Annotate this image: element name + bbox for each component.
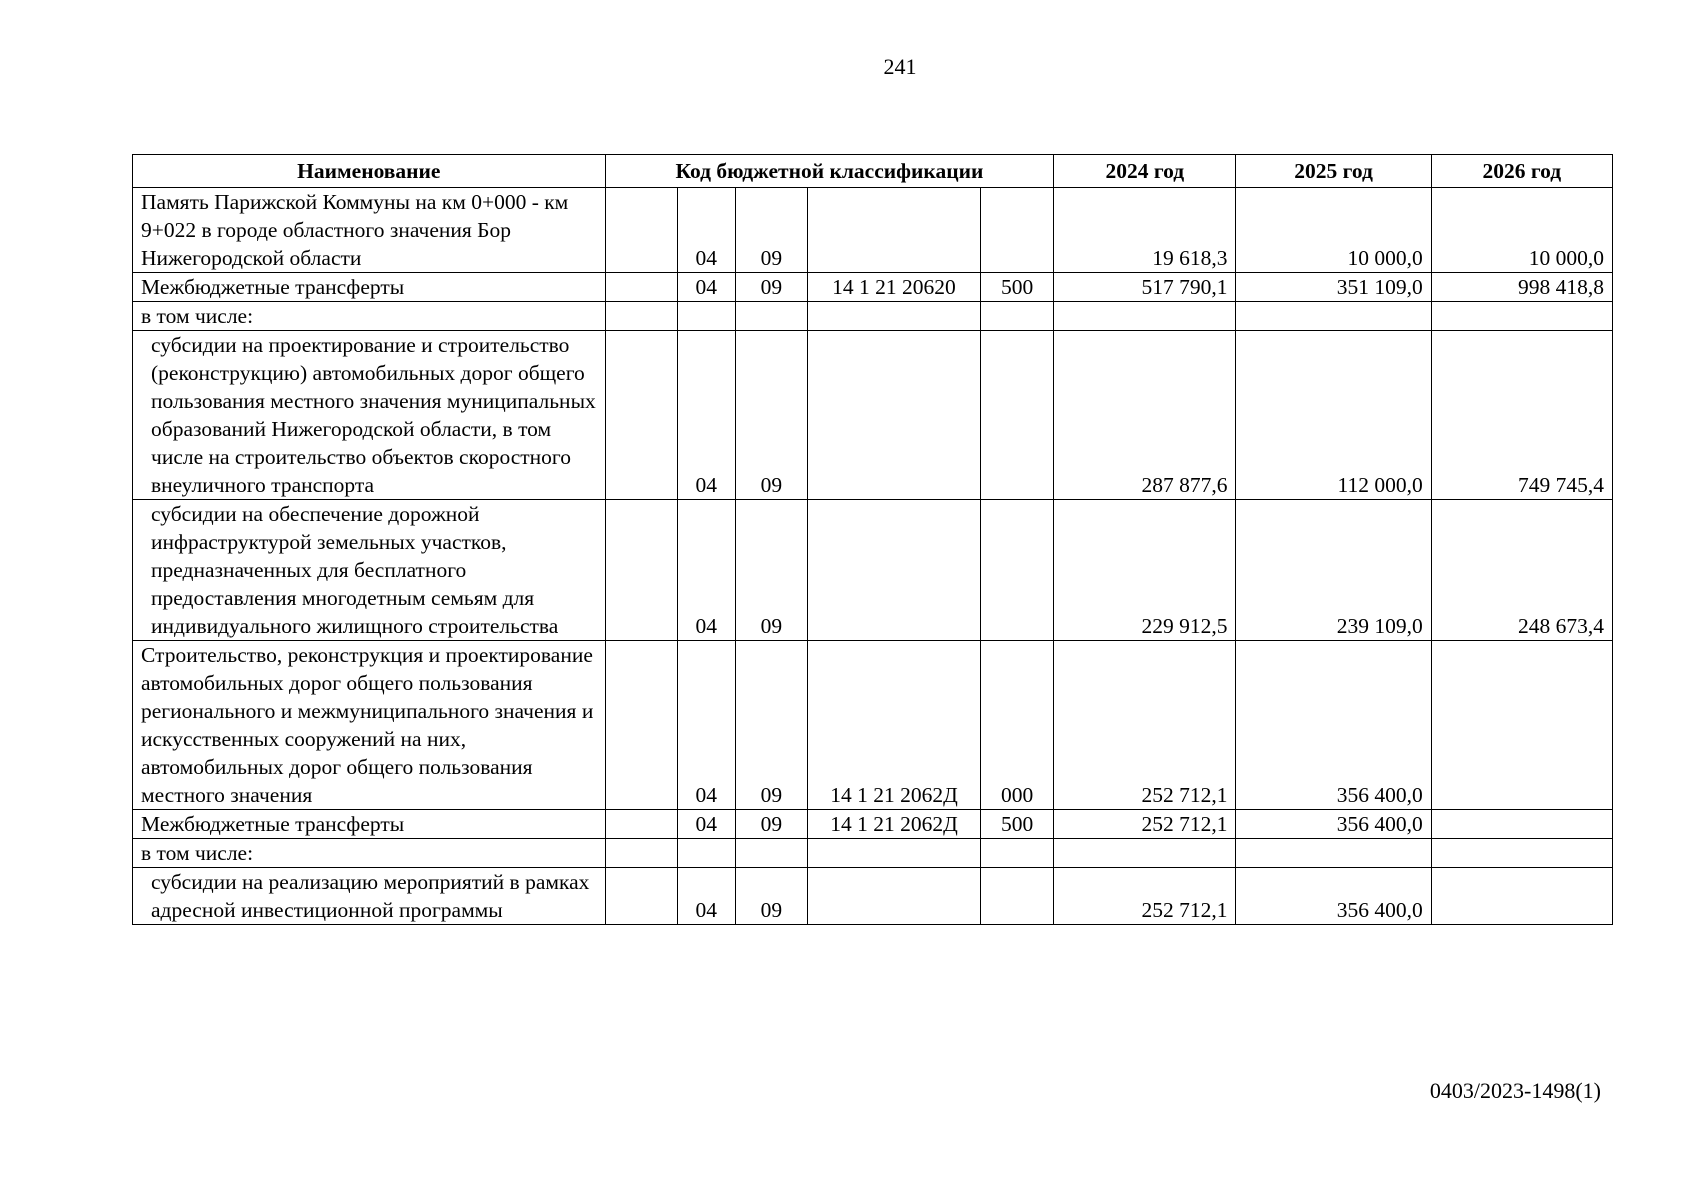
cell-2026 [1431, 641, 1612, 810]
cell-code-1 [605, 641, 677, 810]
cell-target-article [807, 500, 980, 641]
cell-subsection [735, 839, 807, 868]
cell-2026 [1431, 868, 1612, 925]
cell-2026 [1431, 810, 1612, 839]
cell-2025: 356 400,0 [1236, 810, 1431, 839]
cell-2026: 10 000,0 [1431, 188, 1612, 273]
table-row [133, 188, 1613, 273]
cell-expense-type [981, 868, 1054, 925]
cell-2026: 248 673,4 [1431, 500, 1612, 641]
cell-section: 04 [677, 810, 735, 839]
document-id: 0403/2023-1498(1) [1429, 1078, 1601, 1103]
cell-target-article: 14 1 21 20620 [807, 273, 980, 302]
cell-subsection: 09 [735, 331, 807, 500]
budget-table [132, 154, 1613, 925]
page-number: 241 [883, 54, 917, 79]
cell-subsection: 09 [735, 500, 807, 641]
cell-code-1 [605, 810, 677, 839]
cell-code-1 [605, 868, 677, 925]
cell-2025: 112 000,0 [1236, 331, 1431, 500]
header-2025: 2025 год [1236, 155, 1431, 188]
cell-code-1 [605, 839, 677, 868]
cell-2026 [1431, 302, 1612, 331]
cell-name: Межбюджетные трансферты [133, 810, 606, 839]
cell-expense-type: 500 [981, 810, 1054, 839]
cell-expense-type: 500 [981, 273, 1054, 302]
cell-expense-type [981, 500, 1054, 641]
cell-2024: 287 877,6 [1054, 331, 1236, 500]
cell-target-article: 14 1 21 2062Д [807, 641, 980, 810]
cell-section [677, 302, 735, 331]
cell-expense-type [981, 188, 1054, 273]
cell-name: в том числе: [133, 302, 606, 331]
cell-2024: 517 790,1 [1054, 273, 1236, 302]
cell-2026: 749 745,4 [1431, 331, 1612, 500]
table-row [133, 273, 1613, 302]
cell-name: Строительство, реконструкция и проектирование автомобильных дорог общего пользования регионального и межмуниципального значения и искусственных сооружений на них, автомобильных дорог общего пользования местного значения [133, 641, 606, 810]
cell-section [677, 839, 735, 868]
cell-code-1 [605, 273, 677, 302]
cell-subsection [735, 302, 807, 331]
cell-2026: 998 418,8 [1431, 273, 1612, 302]
table-row [133, 641, 1613, 810]
cell-subsection: 09 [735, 810, 807, 839]
table-header-row [133, 155, 1613, 188]
cell-section: 04 [677, 331, 735, 500]
table-row [133, 500, 1613, 641]
cell-2024 [1054, 839, 1236, 868]
cell-section: 04 [677, 641, 735, 810]
cell-target-article [807, 302, 980, 331]
cell-subsection: 09 [735, 641, 807, 810]
cell-2024: 19 618,3 [1054, 188, 1236, 273]
header-2024: 2024 год [1054, 155, 1236, 188]
cell-name: Память Парижской Коммуны на км 0+000 - км 9+022 в городе областного значения Бор Нижегородской области [133, 188, 606, 273]
cell-target-article [807, 331, 980, 500]
cell-2024: 252 712,1 [1054, 641, 1236, 810]
cell-subsection: 09 [735, 188, 807, 273]
header-code: Код бюджетной классификации [605, 155, 1054, 188]
cell-2025: 351 109,0 [1236, 273, 1431, 302]
cell-name: субсидии на обеспечение дорожной инфраструктурой земельных участков, предназначенных для бесплатного предоставления многодетным семьям для индивидуального жилищного строительства [133, 500, 606, 641]
cell-section: 04 [677, 500, 735, 641]
cell-section: 04 [677, 273, 735, 302]
header-name: Наименование [133, 155, 606, 188]
header-2026: 2026 год [1431, 155, 1612, 188]
cell-2024: 229 912,5 [1054, 500, 1236, 641]
cell-code-1 [605, 302, 677, 331]
cell-section: 04 [677, 188, 735, 273]
cell-2024: 252 712,1 [1054, 810, 1236, 839]
cell-2025 [1236, 839, 1431, 868]
cell-expense-type [981, 331, 1054, 500]
cell-name: Межбюджетные трансферты [133, 273, 606, 302]
cell-name: субсидии на реализацию мероприятий в рамках адресной инвестиционной программы [133, 868, 606, 925]
cell-expense-type [981, 839, 1054, 868]
cell-target-article [807, 868, 980, 925]
cell-2025: 356 400,0 [1236, 868, 1431, 925]
table-row [133, 302, 1613, 331]
cell-2025 [1236, 302, 1431, 331]
cell-name: в том числе: [133, 839, 606, 868]
cell-code-1 [605, 188, 677, 273]
cell-code-1 [605, 500, 677, 641]
table-row [133, 868, 1613, 925]
cell-2024 [1054, 302, 1236, 331]
cell-subsection: 09 [735, 273, 807, 302]
cell-subsection: 09 [735, 868, 807, 925]
table-row [133, 810, 1613, 839]
table-row [133, 839, 1613, 868]
cell-2026 [1431, 839, 1612, 868]
cell-expense-type: 000 [981, 641, 1054, 810]
cell-target-article: 14 1 21 2062Д [807, 810, 980, 839]
cell-expense-type [981, 302, 1054, 331]
cell-target-article [807, 839, 980, 868]
cell-2024: 252 712,1 [1054, 868, 1236, 925]
cell-code-1 [605, 331, 677, 500]
cell-2025: 239 109,0 [1236, 500, 1431, 641]
cell-target-article [807, 188, 980, 273]
table-row [133, 331, 1613, 500]
cell-section: 04 [677, 868, 735, 925]
cell-2025: 356 400,0 [1236, 641, 1431, 810]
cell-name: субсидии на проектирование и строительство (реконструкцию) автомобильных дорог общего пользования местного значения муниципальных образований Нижегородской области, в том числе на строительство объектов скоростного внеуличного транспорта [133, 331, 606, 500]
cell-2025: 10 000,0 [1236, 188, 1431, 273]
